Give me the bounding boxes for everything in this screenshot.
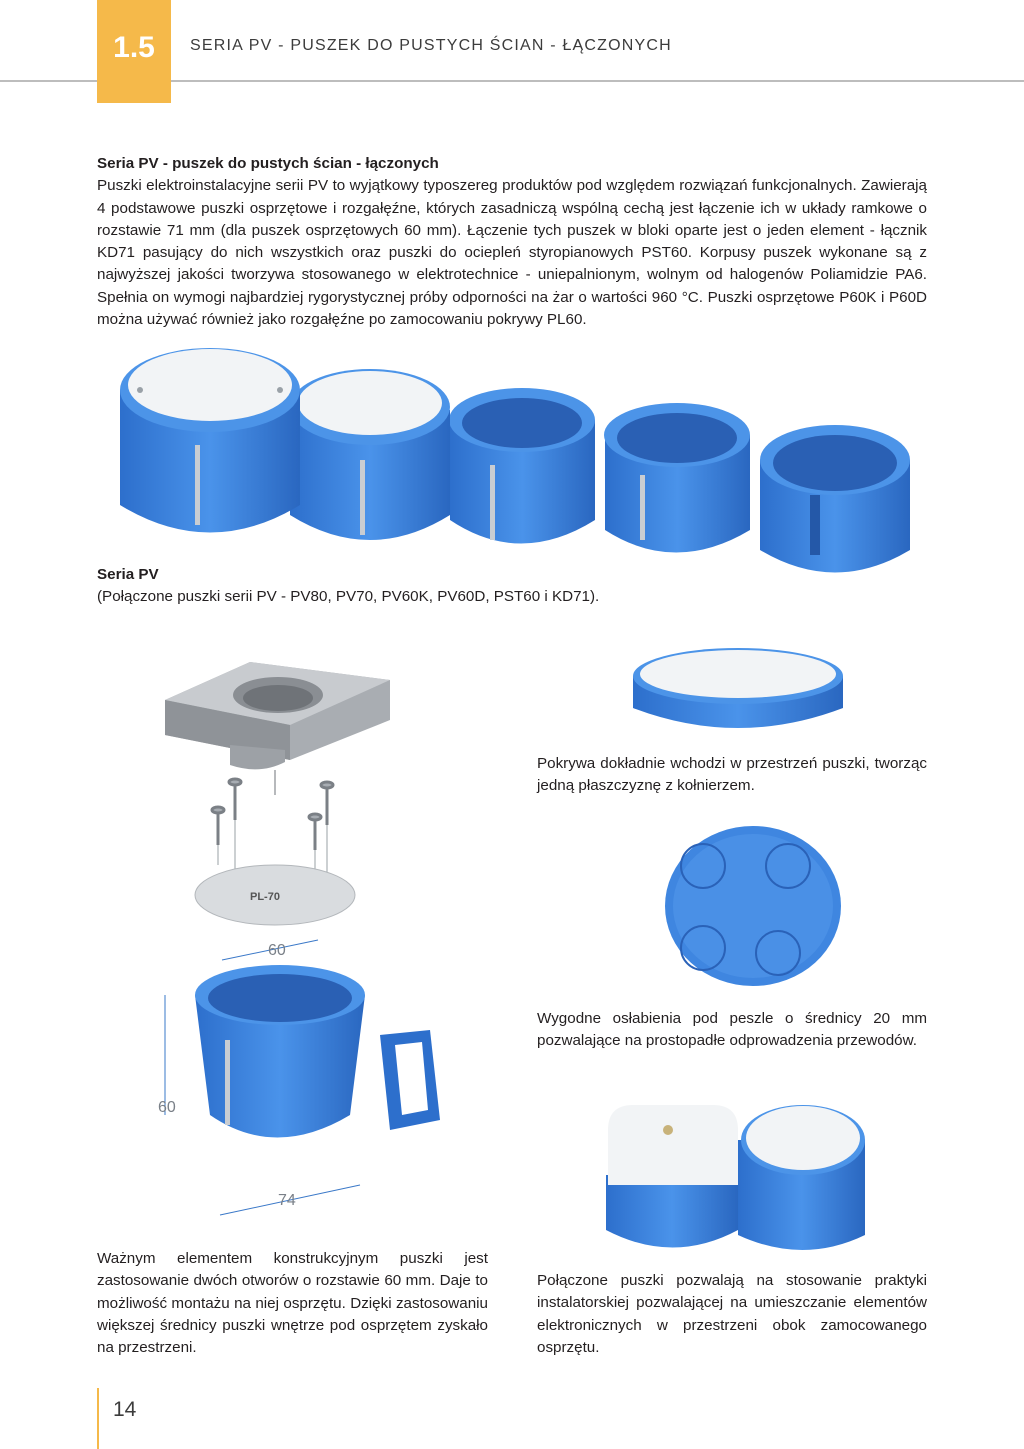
dimension-height-label: 60 (158, 1099, 176, 1116)
socket-frame (165, 662, 390, 769)
section-number-badge: 1.5 (97, 0, 171, 103)
box-pv60k (449, 388, 595, 544)
caption-knockouts: Wygodne osłabienia pod peszle o średnicy 20 mm pozwalające na prostopadłe odprowadzenia przewodów. (537, 1010, 927, 1050)
intro-heading: Seria PV - puszek do pustych ścian - łączonych (97, 155, 439, 172)
product-row-image (110, 345, 940, 590)
combined-image (603, 1100, 868, 1260)
cover-plate-pl70 (195, 865, 355, 925)
box-pv80 (120, 348, 300, 533)
cover-fit-image (628, 648, 848, 743)
box-pv60d (604, 403, 750, 553)
exploded-diagram (150, 650, 480, 1230)
box-pv70 (290, 369, 450, 540)
cover-label: PL-70 (250, 891, 280, 903)
box-pst60 (760, 425, 910, 573)
caption-combined: Połączone puszki pozwalają na stosowanie praktyki instalatorskiej pozwalającej na umieszczanie elementów elektronicznych w przestrzeni obok zamocowanego osprzętu. (537, 1272, 927, 1356)
caption-cover-fit: Pokrywa dokładnie wchodzi w przestrzeń puszki, tworząc jedną płaszczyznę z kołnierzem. (537, 755, 927, 795)
section-title: SERIA PV - PUSZEK DO PUSTYCH ŚCIAN - ŁĄCZONYCH (190, 37, 672, 54)
connector-kd71 (380, 1030, 440, 1130)
dimension-bottom-label: 74 (278, 1192, 296, 1209)
dimension-top (222, 940, 318, 960)
intro-body: Puszki elektroinstalacyjne serii PV to wyjątkowy typoszereg produktów pod względem rozwiązań funkcjonalnych. Zawierają 4 podstawowe puszki osprzętowe i rozgałęźne, których zasadniczą wspólną cechą jest łączenie ich w układy ramkowe o rozstawie 71 mm (dla puszek osprzętowych 60 mm). Łączenie tych puszek w bloki oparte jest o jeden element - łącznik KD71 pasujący do nich wszystkich oraz puszki do ociepleń styropianowych PST60. Korpusy puszek wykonane są z najwyższej jakości tworzywa stosowanego w elektrotechnice - uniepalnionym, wolnym od halogenów Poliamidzie PA6. Spełnia on wymogi najbardziej rygorystycznej próby odporności na żar o wartości 960 °C. Puszki osprzętowe P60K i P60D można używać również jako rozgałęźne po zamocowaniu pokrywy PL60. (97, 177, 927, 329)
knockouts-image (658, 818, 848, 993)
series-caption-body: (Połączone puszki serii PV - PV80, PV70, PV60K, PV60D, PST60 i KD71). (97, 588, 600, 606)
intro-block (97, 153, 927, 331)
blue-box-body (195, 965, 365, 1138)
dimension-height (158, 995, 176, 1116)
dimension-top-label: 60 (268, 942, 286, 959)
series-caption-title: Seria PV (97, 566, 159, 583)
screws (212, 779, 333, 850)
series-caption (97, 564, 697, 609)
dimension-bottom (220, 1185, 360, 1215)
caption-mounting-holes: Ważnym elementem konstrukcyjnym puszki jest zastosowanie dwóch otworów o rozstawie 60 mm. Daje to możliwość montażu na niej osprzętu. Dzięki zastosowaniu większej średnicy puszki wnętrze pod osprzętem zyskało na przestrzeni. (97, 1250, 488, 1357)
page-number: 14 (113, 1398, 137, 1421)
page-number-bar (97, 1388, 99, 1449)
